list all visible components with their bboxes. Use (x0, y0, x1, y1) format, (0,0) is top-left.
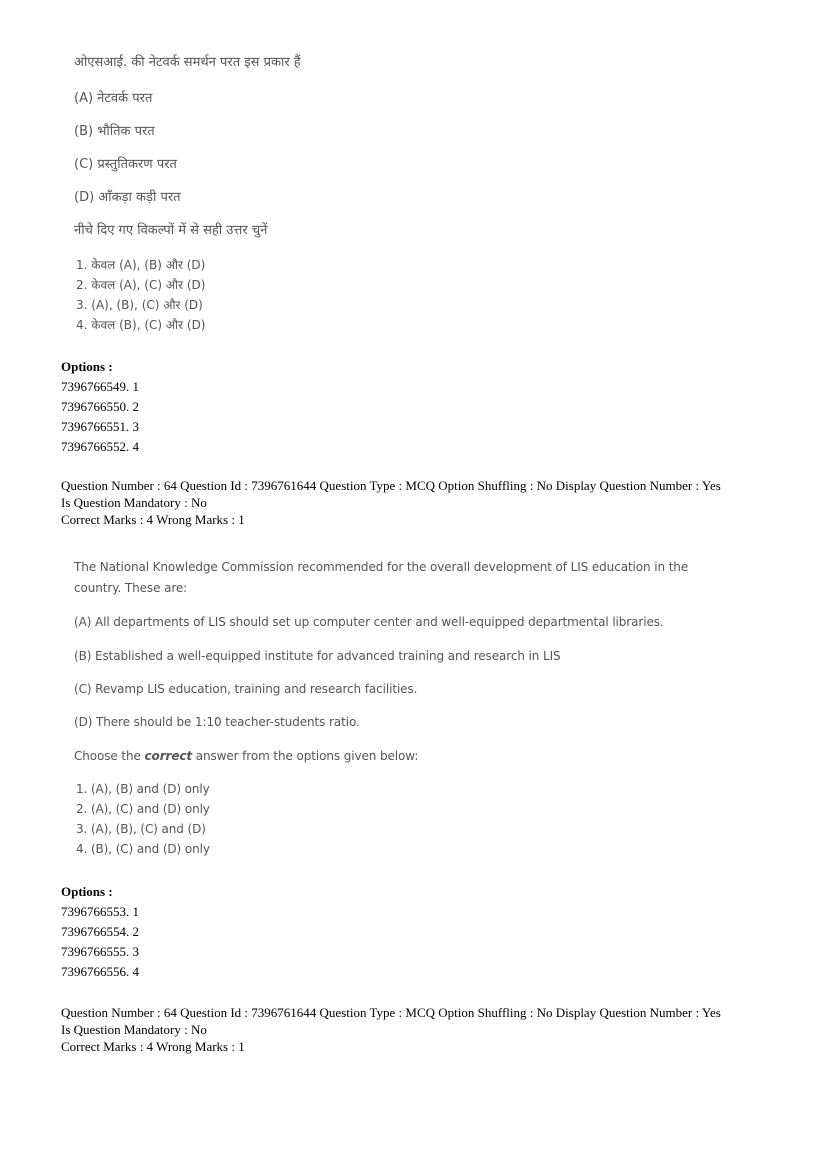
statement-a: (A) All departments of LIS should set up computer center and well-equipped departmental libraries. (74, 615, 664, 629)
choice-2: 2. केवल (A), (C) और (D) (76, 278, 206, 292)
instruction-text: Choose the (74, 749, 145, 763)
option-item: 7396766555. 3 (61, 944, 139, 959)
question-stem: ओएसआई. की नेटवर्क समर्थन परत इस प्रकार हैं (74, 55, 301, 70)
choice-3: 3. (A), (B), (C) और (D) (76, 298, 203, 312)
statement-c: (C) प्रस्तुतिकरण परत (74, 157, 177, 172)
options-block (61, 882, 139, 982)
question-header (61, 1004, 721, 1055)
option-item: 7396766550. 2 (61, 399, 139, 414)
mandatory-line: Is Question Mandatory : No (61, 1022, 207, 1037)
statement-d: (D) There should be 1:10 teacher-students ratio. (74, 715, 360, 729)
instruction-emphasis: correct (144, 749, 193, 763)
question-meta-line: Question Number : 64 Question Id : 7396761644 Question Type : MCQ Option Shuffling : No Display Question Number : Yes (61, 1005, 721, 1020)
mandatory-line: Is Question Mandatory : No (61, 495, 207, 510)
question-meta-line: Question Number : 64 Question Id : 7396761644 Question Type : MCQ Option Shuffling : No Display Question Number : Yes (61, 478, 721, 493)
choice-1: 1. केवल (A), (B) और (D) (76, 258, 206, 272)
options-heading: Options : (61, 359, 113, 374)
question-header (61, 477, 721, 528)
option-item: 7396766551. 3 (61, 419, 139, 434)
option-item: 7396766553. 1 (61, 904, 139, 919)
marks-line: Correct Marks : 4 Wrong Marks : 1 (61, 1039, 245, 1054)
statement-b: (B) Established a well-equipped institute for advanced training and research in LIS (74, 649, 561, 663)
choice-2: 2. (A), (C) and (D) only (76, 802, 210, 816)
question-instruction (74, 749, 418, 763)
marks-line: Correct Marks : 4 Wrong Marks : 1 (61, 512, 245, 527)
options-block (61, 357, 139, 457)
statement-b: (B) भौतिक परत (74, 124, 155, 139)
option-item: 7396766556. 4 (61, 964, 139, 979)
statement-d: (D) आँकड़ा कड़ी परत (74, 190, 181, 205)
question-stem-cont: country. These are: (74, 581, 188, 595)
choice-4: 4. (B), (C) and (D) only (76, 842, 210, 856)
options-heading: Options : (61, 884, 113, 899)
option-item: 7396766549. 1 (61, 379, 139, 394)
option-item: 7396766554. 2 (61, 924, 139, 939)
choice-4: 4. केवल (B), (C) और (D) (76, 318, 206, 332)
option-item: 7396766552. 4 (61, 439, 139, 454)
statement-a: (A) नेटवर्क परत (74, 91, 153, 106)
instruction-text: answer from the options given below: (192, 749, 419, 763)
question-stem: The National Knowledge Commission recommended for the overall development of LIS education in the (74, 560, 689, 574)
statement-c: (C) Revamp LIS education, training and research facilities. (74, 682, 418, 696)
choice-1: 1. (A), (B) and (D) only (76, 782, 210, 796)
choice-3: 3. (A), (B), (C) and (D) (76, 822, 206, 836)
question-instruction: नीचे दिए गए विकल्पों में से सही उत्तर चुनें (74, 223, 268, 238)
